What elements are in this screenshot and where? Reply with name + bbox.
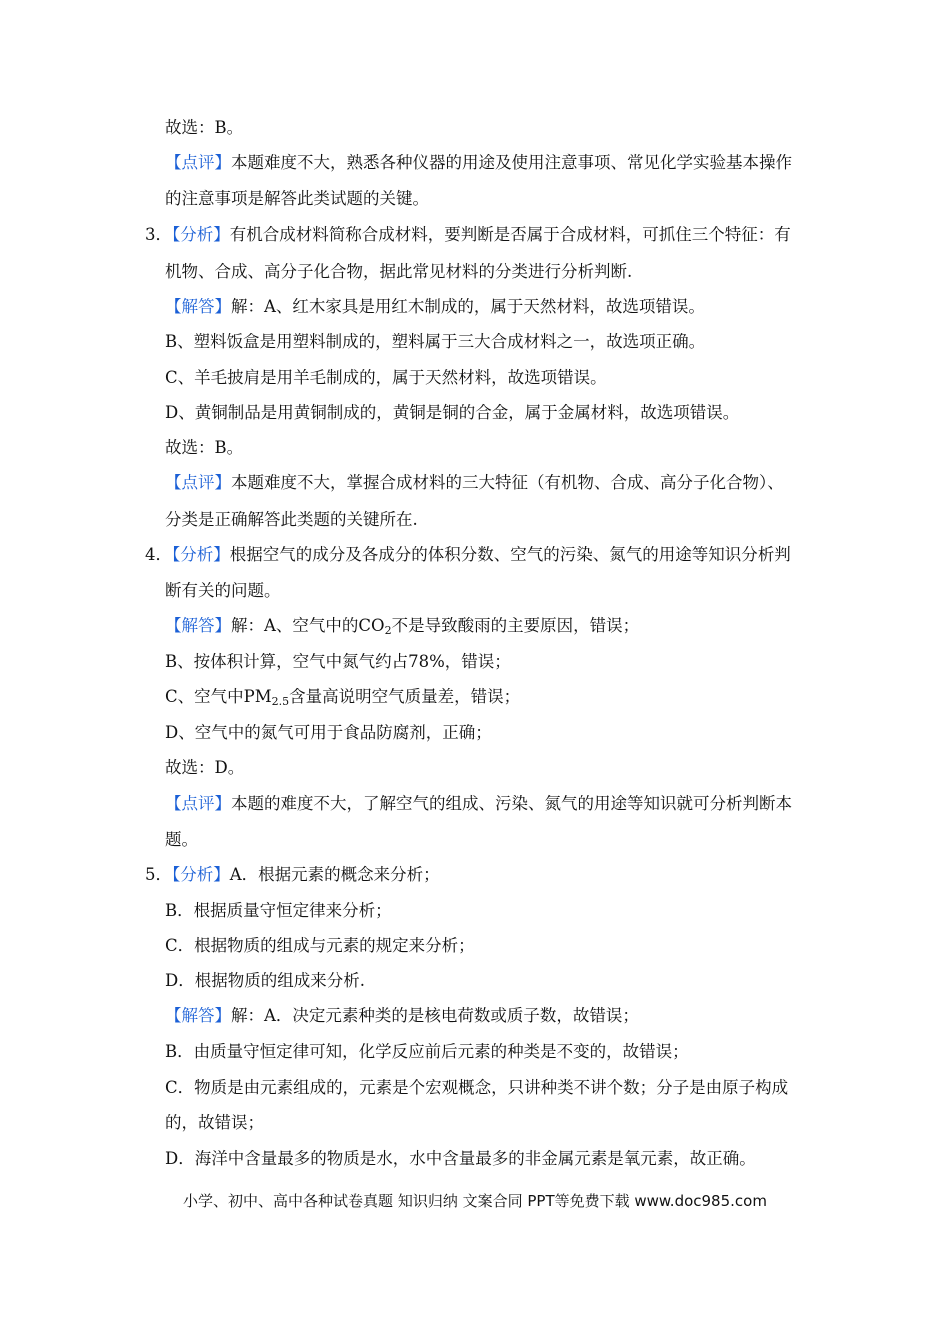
text-line xyxy=(165,686,520,708)
comment-tag: 【点评】 xyxy=(165,794,231,813)
analysis-tag: 【分析】 xyxy=(172,545,230,564)
text-line: 的注意事项是解答此类试题的关键。 xyxy=(165,189,429,208)
text-line: C．根据物质的组成与元素的规定来分析； xyxy=(165,936,475,955)
text-span: 含量高说明空气质量差，错误； xyxy=(289,687,521,706)
text-line: 题。 xyxy=(165,830,198,849)
text-line: B．根据质量守恒定律来分析； xyxy=(165,901,392,920)
text-line: 故选：B。 xyxy=(165,118,244,137)
question-number: 5． xyxy=(145,865,172,884)
question-4-line xyxy=(145,544,791,566)
answer-tag: 【解答】 xyxy=(165,616,231,635)
text-line: C．物质是由元素组成的，元素是个宏观概念，只讲种类不讲个数；分子是由原子构成 xyxy=(165,1078,789,1097)
text-line: D、黄铜制品是用黄铜制成的，黄铜是铜的合金，属于金属材料，故选项错误。 xyxy=(165,403,740,422)
text-line: D．海洋中含量最多的物质是水，水中含量最多的非金属元素是氧元素，故正确。 xyxy=(165,1149,756,1168)
text-span: 本题难度不大，掌握合成材料的三大特征（有机物、合成、高分子化合物）、 xyxy=(231,473,784,492)
text-line: 断有关的问题。 xyxy=(165,581,281,600)
text-span: C、空气中PM xyxy=(165,687,272,706)
text-span: 根据空气的成分及各成分的体积分数、空气的污染、氮气的用途等知识分析判 xyxy=(229,545,791,564)
question-number: 4． xyxy=(145,545,172,564)
page-footer: 小学、初中、高中各种试卷真题 知识归纳 文案合同 PPT等免费下载 www.doc985.com xyxy=(183,1192,767,1210)
text-span: 解：A、空气中的CO xyxy=(231,616,385,635)
text-line: 故选：B。 xyxy=(165,438,244,457)
subscript: 2.5 xyxy=(271,695,290,708)
text-line: B．由质量守恒定律可知，化学反应前后元素的种类是不变的，故错误； xyxy=(165,1042,689,1061)
text-line xyxy=(165,296,705,318)
answer-tag: 【解答】 xyxy=(165,1006,231,1025)
text-line: 故选：D。 xyxy=(165,758,245,777)
comment-tag: 【点评】 xyxy=(165,153,231,172)
answer-tag: 【解答】 xyxy=(165,297,231,316)
text-span: A．根据元素的概念来分析； xyxy=(229,865,440,884)
text-line xyxy=(165,615,639,637)
comment-tag: 【点评】 xyxy=(165,473,231,492)
text-span: 有机合成材料简称合成材料，要判断是否属于合成材料，可抓住三个特征：有 xyxy=(229,225,791,244)
text-line: D、空气中的氮气可用于食品防腐剂，正确； xyxy=(165,723,492,742)
text-span: 解：A、红木家具是用红木制成的，属于天然材料，故选项错误。 xyxy=(231,297,705,316)
text-line: 机物、合成、高分子化合物，据此常见材料的分类进行分析判断. xyxy=(165,262,633,281)
text-line xyxy=(165,793,792,815)
subscript: 2 xyxy=(384,624,392,637)
text-line: 分类是正确解答此类题的关键所在. xyxy=(165,510,418,529)
text-line: D．根据物质的组成来分析. xyxy=(165,971,365,990)
text-line xyxy=(165,152,792,174)
text-span: 本题难度不大，熟悉各种仪器的用途及使用注意事项、常见化学实验基本操作 xyxy=(231,153,792,172)
question-number: 3． xyxy=(145,225,172,244)
text-span: 解：A．决定元素种类的是核电荷数或质子数，故错误； xyxy=(231,1006,639,1025)
text-line: 的，故错误； xyxy=(165,1113,264,1132)
text-line xyxy=(165,472,784,494)
text-line: C、羊毛披肩是用羊毛制成的，属于天然材料，故选项错误。 xyxy=(165,368,607,387)
text-span: 不是导致酸雨的主要原因，错误； xyxy=(391,616,640,635)
text-line: B、塑料饭盒是用塑料制成的，塑料属于三大合成材料之一，故选项正确。 xyxy=(165,332,706,351)
question-3-line xyxy=(145,224,791,246)
question-5-line xyxy=(145,864,440,886)
text-line xyxy=(165,1005,639,1027)
text-span: 本题的难度不大，了解空气的组成、污染、氮气的用途等知识就可分析判断本 xyxy=(231,794,792,813)
text-line: B、按体积计算，空气中氮气约占78%，错误； xyxy=(165,652,511,671)
analysis-tag: 【分析】 xyxy=(172,225,230,244)
analysis-tag: 【分析】 xyxy=(172,865,230,884)
